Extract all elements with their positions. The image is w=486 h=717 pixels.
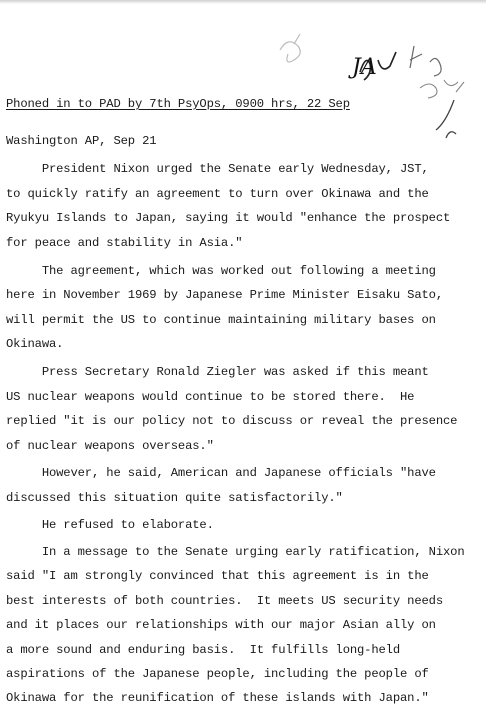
body-line: The agreement, which was worked out following a meeting [6,264,436,278]
body-line: Okinawa for the reunification of these islands with Japan." [6,691,429,705]
body-line: a more sound and enduring basis. It fulfills long-held [6,643,401,657]
phoned-in-header: Phoned in to PAD by 7th PsyOps, 0900 hrs, 22 Sep [6,97,350,111]
body-line: Okinawa. [6,337,64,351]
body-line: aspirations of the Japanese people, including the people of [6,667,429,681]
body-line: discussed this situation quite satisfactorily." [6,491,343,505]
body-line: to quickly ratify an agreement to turn over Okinawa and the [6,187,429,201]
body-line: for peace and stability in Asia." [6,236,243,250]
body-line: best interests of both countries. It meets US security needs [6,594,443,608]
body-line: Ryukyu Islands to Japan, saying it would "enhance the prospect [6,211,451,225]
body-line: He refused to elaborate. [6,518,214,532]
body-line: and it places our relationships with our major Asian ally on [6,618,436,632]
scan-edge [0,0,486,4]
body-line: Press Secretary Ronald Ziegler was asked if this meant [6,365,429,379]
body-line: President Nixon urged the Senate early Wednesday, JST, [6,162,429,176]
body-line: In a message to the Senate urging early ratification, Nixon [6,545,465,559]
body-line: replied "it is our policy not to discuss or reveal the presence [6,414,458,428]
body-line: of nuclear weapons overseas." [6,439,214,453]
handwritten-scribble [260,20,486,150]
body-line: will permit the US to continue maintaining military bases on [6,313,436,327]
handwritten-initials: JA [352,55,377,80]
body-line: here in November 1969 by Japanese Prime Minister Eisaku Sato, [6,288,443,302]
dateline: Washington AP, Sep 21 [6,134,157,148]
body-line: US nuclear weapons would continue to be stored there. He [6,390,415,404]
body-line: said "I am strongly convinced that this agreement is in the [6,569,429,583]
body-line: However, he said, American and Japanese officials "have [6,466,436,480]
